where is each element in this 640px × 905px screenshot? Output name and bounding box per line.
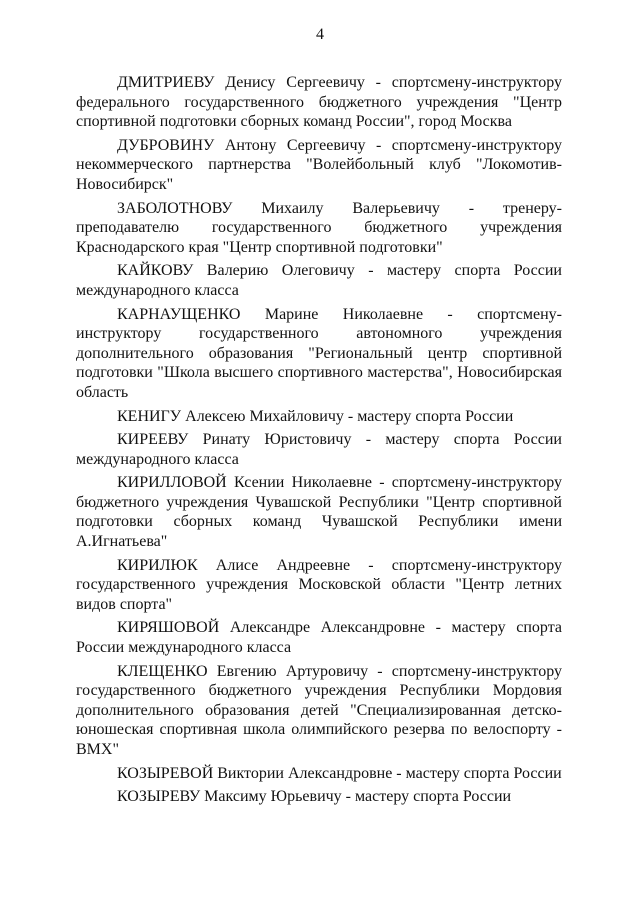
list-item: КИРИЛЮК Алисе Андреевне - спортсмену-инструктору государственного учреждения Московской области "Центр летних видов спорта" — [76, 556, 562, 613]
list-item: ДУБРОВИНУ Антону Сергеевичу - спортсмену-инструктору некоммерческого партнерства "Волейбольный клуб "Локомотив-Новосибирск" — [76, 136, 562, 193]
list-item: КАЙКОВУ Валерию Олеговичу - мастеру спорта России международного класса — [76, 262, 562, 299]
list-item: КЕНИГУ Алексею Михайловичу - мастеру спорта России — [117, 407, 514, 425]
list-item: ДМИТРИЕВУ Денису Сергеевичу - спортсмену-инструктору федерального государственного бюджетного учреждения "Центр спортивной подготовки сборных команд России", город Москва — [76, 74, 562, 131]
award-list — [76, 73, 562, 811]
page-number: 4 — [316, 26, 324, 43]
list-item: КАРНАУЩЕНКО Марине Николаевне - спортсмену-инструктору государственного автономного учреждения дополнительного образования "Региональный центр спортивной подготовки "Школа высшего спортивного мастерства", Новосибирская область — [76, 305, 562, 401]
list-item: ЗАБОЛОТНОВУ Михаилу Валерьевичу - тренеру-преподавателю государственного бюджетного учреждения Краснодарского края "Центр спортивной подготовки" — [76, 199, 562, 256]
list-item: КЛЕЩЕНКО Евгению Артуровичу - спортсмену-инструктору государственного бюджетного учреждения Республики Мордовия дополнительного образования детей "Специализированная детско-юношеская спортивная школа олимпийского резерва по велоспорту - ВМХ" — [76, 662, 562, 758]
list-item: КИРИЛЛОВОЙ Ксении Николаевне - спортсмену-инструктору бюджетного учреждения Чувашской Республики "Центр спортивной подготовки сборных команд Чувашской Республики имени А.Игнатьева" — [76, 474, 562, 551]
list-item: КОЗЫРЕВУ Максиму Юрьевичу - мастеру спорта России — [117, 788, 512, 806]
list-item: КИРЯШОВОЙ Александре Александровне - мастеру спорта России международного класса — [76, 619, 562, 657]
list-item: КОЗЫРЕВОЙ Виктории Александровне - мастеру спорта России — [117, 764, 562, 782]
list-item: КИРЕЕВУ Ринату Юристовичу - мастеру спорта России международного класса — [76, 431, 562, 468]
